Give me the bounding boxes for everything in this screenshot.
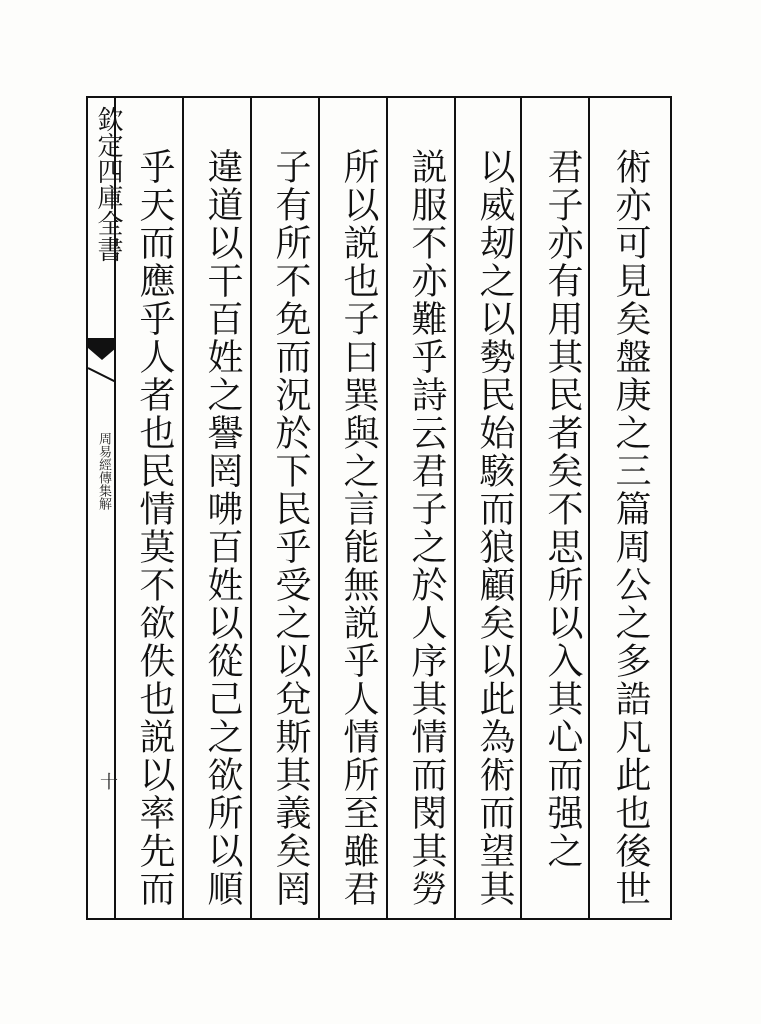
outer-right-border: [670, 96, 672, 920]
column-divider: [386, 96, 388, 920]
text-column-6: 子有所不免而況於下民乎受之以兌斯其義矣罔: [270, 148, 311, 908]
column-divider: [250, 96, 252, 920]
margin-title: 欽定四庫全書: [93, 106, 123, 262]
bottom-border: [86, 918, 672, 920]
top-border: [86, 96, 672, 98]
text-column-5: 所以説也子曰巽與之言能無説乎人情所至雖君: [338, 148, 379, 908]
margin-page-number: 十: [97, 772, 118, 790]
column-divider: [588, 96, 590, 920]
column-divider: [520, 96, 522, 920]
column-divider: [182, 96, 184, 920]
text-column-7: 違道以干百姓之譽罔咈百姓以從己之欲所以順: [202, 148, 243, 908]
fish-tail-mark: [88, 338, 116, 388]
text-column-8: 乎天而應乎人者也民情莫不欲佚也説以率先而: [134, 148, 175, 908]
text-column-2: 君子亦有用其民者矣不思所以入其心而强之: [542, 148, 583, 870]
outer-left-border: [86, 96, 88, 920]
column-divider: [454, 96, 456, 920]
margin-book-name: 周易經傳集解: [96, 432, 111, 510]
text-column-1: 術亦可見矣盤庚之三篇周公之多誥凡此也後世: [610, 148, 651, 908]
text-column-4: 説服不亦難乎詩云君子之於人序其情而閔其勞: [406, 148, 447, 908]
text-column-3: 以威刼之以勢民始駭而狼顧矣以此為術而望其: [474, 148, 515, 908]
column-divider: [318, 96, 320, 920]
